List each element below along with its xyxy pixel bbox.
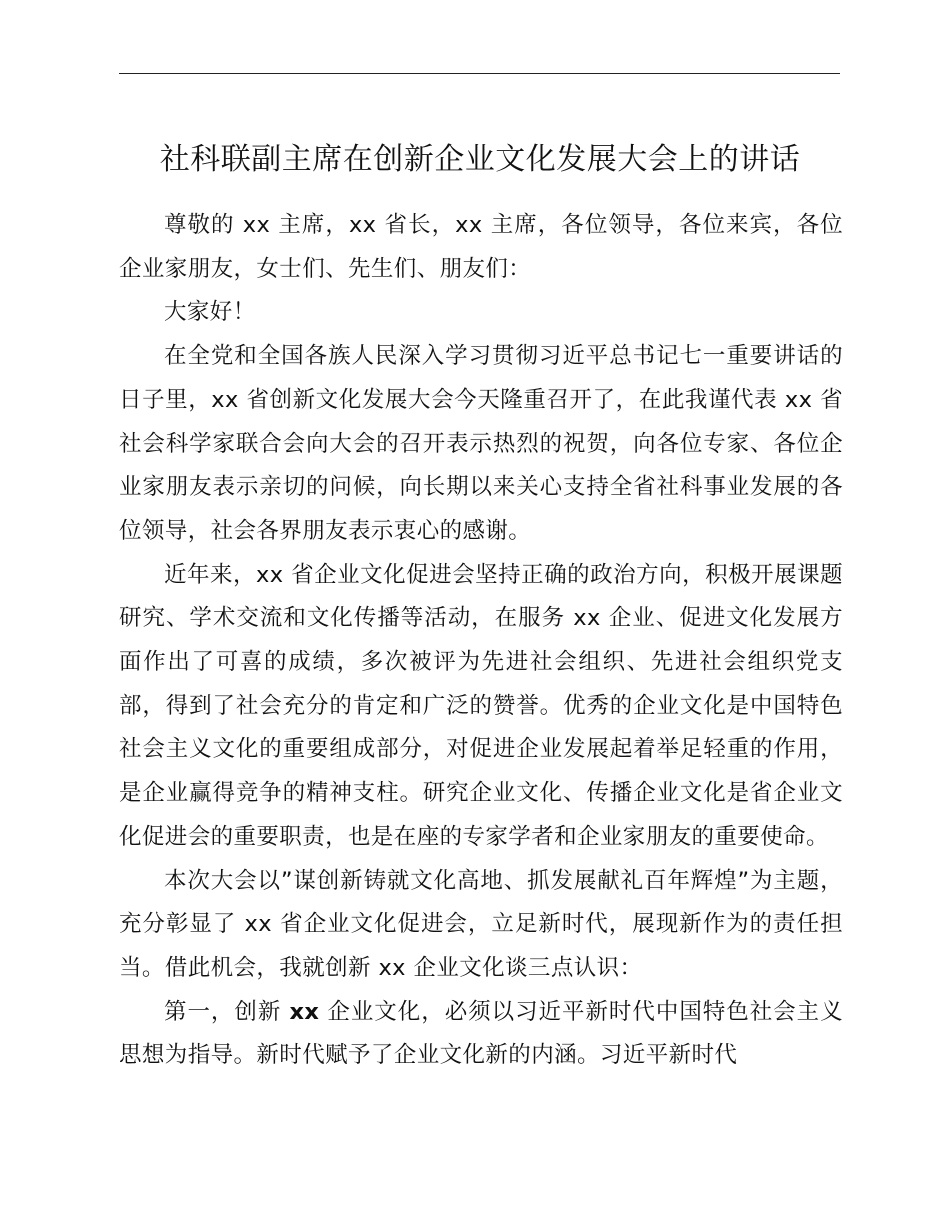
point-one-bold: xx (289, 998, 320, 1025)
paragraph-1: 在全党和全国各族人民深入学习贯彻习近平总书记七一重要讲话的日子里，xx 省创新文化发展大会今天隆重召开了，在此我谨代表 xx 省社会科学家联合会向大会的召开表示热烈的祝贺，向各位专家、各位企业家朋友表示亲切的问候，向长期以来关心支持全省社科事业发展的各位领导，社会各界朋友表示衷心的感谢。 (119, 343, 843, 544)
salutation: 尊敬的 xx 主席，xx 省长，xx 主席，各位领导，各位来宾，各位企业家朋友，女士们、先生们、朋友们： (119, 212, 843, 282)
paragraph-point-one (119, 991, 843, 1078)
greeting: 大家好！ (164, 299, 256, 326)
paragraph-3: 本次大会以”谋创新铸就文化高地、抓发展献礼百年辉煌”为主题，充分彰显了 xx 省企业文化促进会，立足新时代，展现新作为的责任担当。借此机会，我就创新 xx 企业文化谈三点认识： (119, 867, 843, 981)
paragraph-2: 近年来，xx 省企业文化促进会坚持正确的政治方向，积极开展课题研究、学术交流和文化传播等活动，在服务 xx 企业、促进文化发展方面作出了可喜的成绩，多次被评为先进社会组织、先进社会组织党支部，得到了社会充分的肯定和广泛的赞誉。优秀的企业文化是中国特色社会主义文化的重要组成部分，对促进企业发展起着举足轻重的作用，是企业赢得竞争的精神支柱。研究企业文化、传播企业文化是省企业文化促进会的重要职责，也是在座的专家学者和企业家朋友的重要使命。 (119, 561, 843, 850)
header-rule (119, 73, 840, 74)
document-body (119, 204, 843, 1078)
point-one-prefix: 第一，创新 (164, 998, 290, 1025)
document-title: 社科联副主席在创新企业文化发展大会上的讲话 (159, 142, 801, 177)
point-one-rest: 企业文化，必须以习近平新时代中国特色社会主义思想为指导。新时代赋予了企业文化新的内涵。习近平新时代 (119, 998, 843, 1069)
